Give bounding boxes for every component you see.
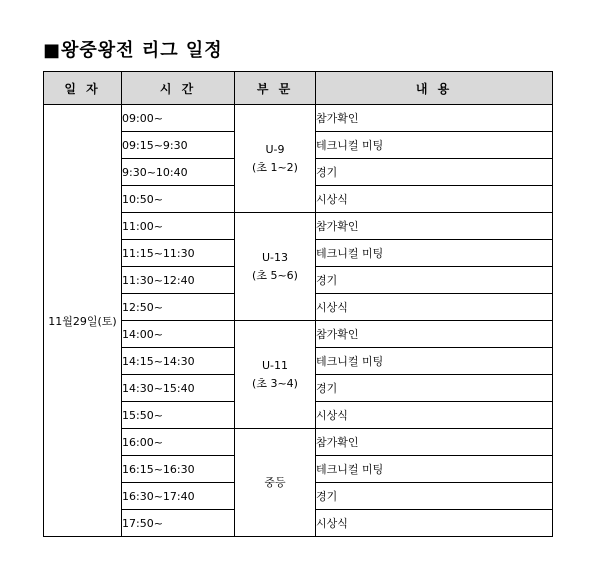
content-cell: 참가확인 — [316, 429, 553, 456]
content-cell: 시상식 — [316, 402, 553, 429]
header-date: 일 자 — [44, 72, 122, 105]
time-cell: 16:00~ — [122, 429, 235, 456]
schedule-body — [44, 105, 553, 537]
time-cell: 16:30~17:40 — [122, 483, 235, 510]
content-cell: 테크니컬 미팅 — [316, 456, 553, 483]
time-cell: 14:00~ — [122, 321, 235, 348]
header-division: 부 문 — [235, 72, 316, 105]
division-label: (초 3~4) — [252, 376, 298, 390]
content-cell: 테크니컬 미팅 — [316, 240, 553, 267]
content-cell: 경기 — [316, 483, 553, 510]
time-cell: 14:15~14:30 — [122, 348, 235, 375]
time-cell: 14:30~15:40 — [122, 375, 235, 402]
time-cell: 11:30~12:40 — [122, 267, 235, 294]
division-label: (초 5~6) — [252, 268, 298, 282]
content-cell: 참가확인 — [316, 321, 553, 348]
division-label: U-11 — [261, 358, 289, 372]
table-header-row — [44, 72, 553, 105]
header-content: 내 용 — [316, 72, 553, 105]
division-label: (초 1~2) — [252, 160, 298, 174]
time-cell: 12:50~ — [122, 294, 235, 321]
division-cell — [235, 213, 316, 321]
time-cell: 10:50~ — [122, 186, 235, 213]
time-cell: 11:15~11:30 — [122, 240, 235, 267]
schedule-table — [43, 71, 553, 537]
time-cell: 09:00~ — [122, 105, 235, 132]
header-time: 시 간 — [122, 72, 235, 105]
content-cell: 시상식 — [316, 186, 553, 213]
division-cell — [235, 429, 316, 537]
division-cell — [235, 105, 316, 213]
content-cell: 시상식 — [316, 294, 553, 321]
content-cell: 경기 — [316, 159, 553, 186]
time-cell: 11:00~ — [122, 213, 235, 240]
division-label: 중등 — [264, 475, 286, 489]
content-cell: 시상식 — [316, 510, 553, 537]
time-cell: 09:15~9:30 — [122, 132, 235, 159]
table-row — [44, 105, 553, 132]
time-cell: 16:15~16:30 — [122, 456, 235, 483]
content-cell: 참가확인 — [316, 105, 553, 132]
division-label: U-13 — [261, 250, 289, 264]
time-cell: 9:30~10:40 — [122, 159, 235, 186]
content-cell: 경기 — [316, 375, 553, 402]
time-cell: 17:50~ — [122, 510, 235, 537]
content-cell: 참가확인 — [316, 213, 553, 240]
date-cell: 11월29일(토) — [44, 105, 122, 537]
content-cell: 경기 — [316, 267, 553, 294]
page-title: ■왕중왕전 리그 일정 — [43, 40, 223, 61]
time-cell: 15:50~ — [122, 402, 235, 429]
content-cell: 테크니컬 미팅 — [316, 348, 553, 375]
division-cell — [235, 321, 316, 429]
content-cell: 테크니컬 미팅 — [316, 132, 553, 159]
division-label: U-9 — [265, 142, 285, 156]
